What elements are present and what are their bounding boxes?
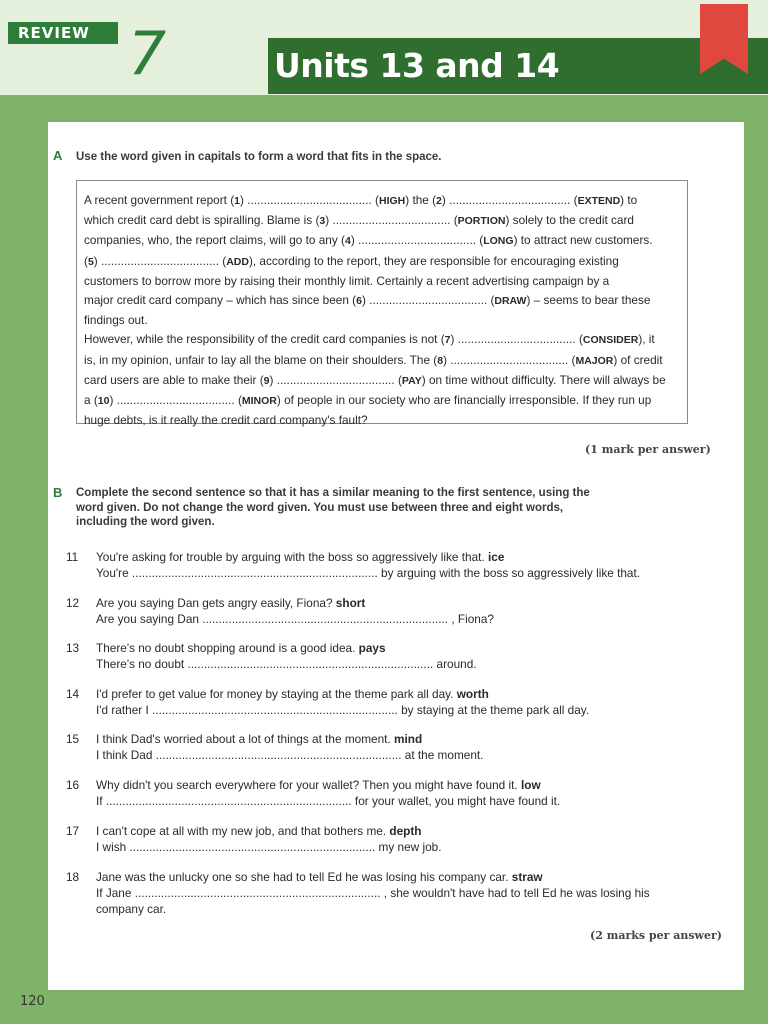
second-sentence: There's no doubt ........................................................................... around. <box>96 657 477 671</box>
question-number: 15 <box>66 732 80 746</box>
key-word: straw <box>511 870 543 884</box>
paragraph-line: which credit card debt is spiralling. Blame is (3) .................................... (PORTION) solely to the credit card <box>84 213 634 228</box>
question-number: 11 <box>66 550 79 564</box>
paragraph-line: customers to borrow more by raising their monthly limit. Certainly a recent advertising campaign by a <box>84 273 610 288</box>
question-number: 16 <box>66 778 80 792</box>
page-number: 120 <box>20 994 45 1009</box>
section-b-marks: (2 marks per answer) <box>590 929 722 942</box>
instruction-line: including the word given. <box>76 516 215 528</box>
second-sentence: Are you saying Dan ........................................................................... , Fiona? <box>96 612 494 626</box>
second-sentence: If Jane ........................................................................... , she wouldn't have had to tell Ed he was losing his <box>96 886 650 900</box>
instruction-line: word given. Do not change the word given. You must use between three and eight words, <box>76 501 564 514</box>
question-number: 17 <box>66 824 80 838</box>
key-word: pays <box>358 641 386 655</box>
section-b-letter: B <box>53 485 63 500</box>
first-sentence: I can't cope at all with my new job, and that bothers me. <box>96 824 387 838</box>
paragraph-line: companies, who, the report claims, will go to any (4) .................................... (LONG) to attract new customers. <box>84 233 653 248</box>
paragraph-line: card users are able to make their (9) .................................... (PAY) on time without difficulty. There will always be <box>84 372 666 387</box>
section-b-instruction <box>76 486 590 530</box>
paragraph-line: huge debts, is it really the credit card company's fault? <box>84 413 368 428</box>
key-word: worth <box>456 687 489 701</box>
section-a-marks: (1 mark per answer) <box>585 443 711 456</box>
first-sentence: I'd prefer to get value for money by staying at the theme park all day. <box>96 687 454 701</box>
first-sentence: Are you saying Dan gets angry easily, Fiona? <box>96 596 333 610</box>
paragraph-line: findings out. <box>84 313 148 328</box>
section-a-letter: A <box>53 148 63 163</box>
paragraph-line: is, in my opinion, unfair to lay all the blame on their shoulders. The (8) .................................... (MAJOR) of credit <box>84 352 663 367</box>
first-sentence: Why didn't you search everywhere for your wallet? Then you might have found it. <box>96 778 518 792</box>
review-number: 7 <box>128 19 167 89</box>
section-a-paragraph <box>76 180 688 428</box>
key-word: low <box>520 778 541 792</box>
second-sentence: I think Dad ........................................................................... at the moment. <box>96 748 484 762</box>
question-number: 14 <box>66 687 80 701</box>
second-sentence: I wish ........................................................................... my new job. <box>96 840 442 854</box>
instruction-line: Complete the second sentence so that it has a similar meaning to the first sentence, using the <box>76 487 590 499</box>
second-sentence-continued: company car. <box>96 902 167 916</box>
page-title: Units 13 and 14 <box>274 46 560 85</box>
key-word: depth <box>389 824 422 838</box>
paragraph-line: However, while the responsibility of the credit card companies is not (7) .................................... (CONSIDER), it <box>84 332 655 347</box>
paragraph-line: (5) .................................... (ADD), according to the report, they are responsible for encouraging existing <box>84 253 619 268</box>
review-label: REVIEW <box>8 22 118 44</box>
first-sentence: Jane was the unlucky one so she had to tell Ed he was losing his company car. <box>96 870 509 884</box>
second-sentence: I'd rather I ........................................................................... by staying at the theme park all day. <box>96 703 590 717</box>
paragraph-line: A recent government report (1) ...................................... (HIGH) the (2) ..................................... (EXTEND) to <box>84 193 638 207</box>
first-sentence: You're asking for trouble by arguing with the boss so aggressively like that. <box>96 550 485 564</box>
key-word: mind <box>394 732 423 746</box>
question-number: 18 <box>66 870 80 884</box>
key-word: ice <box>488 550 505 564</box>
question-number: 13 <box>66 641 80 655</box>
paragraph-line: major credit card company – which has since been (6) .................................... (DRAW) – seems to bear these <box>84 293 651 308</box>
first-sentence: There's no doubt shopping around is a good idea. <box>96 641 356 655</box>
second-sentence: If ........................................................................... for your wallet, you might have found it. <box>96 794 561 808</box>
second-sentence: You're ........................................................................... by arguing with the boss so aggressively like that. <box>96 566 641 580</box>
section-a-instruction: Use the word given in capitals to form a word that fits in the space. <box>76 151 442 163</box>
key-word: short <box>335 596 366 610</box>
paragraph-line: a (10) .................................... (MINOR) of people in our society who are financially irresponsible. If they run up <box>84 393 652 408</box>
first-sentence: I think Dad's worried about a lot of things at the moment. <box>96 732 391 746</box>
question-number: 12 <box>66 596 80 610</box>
